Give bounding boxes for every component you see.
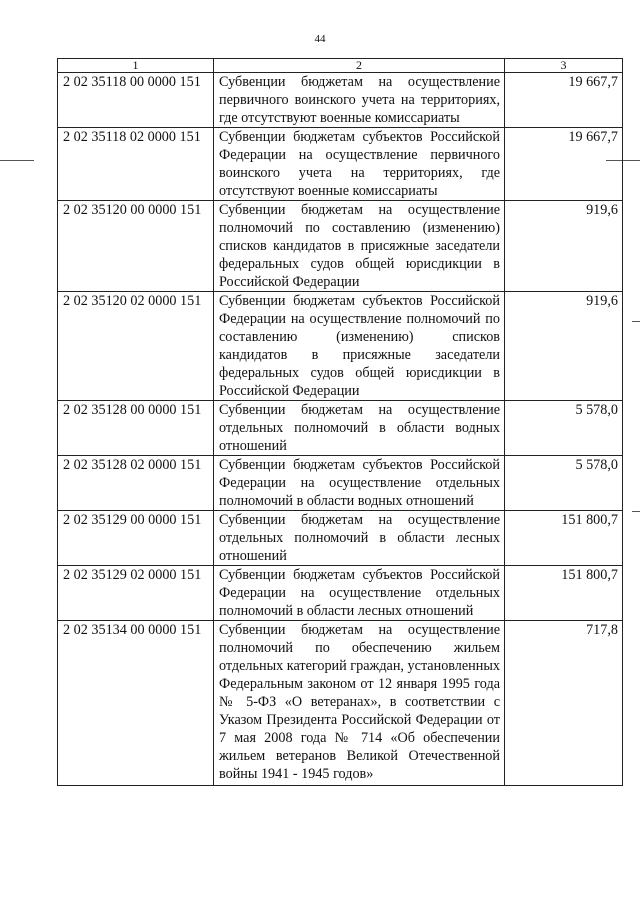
row-code: 2 02 35120 00 0000 151 bbox=[58, 201, 214, 292]
table-row bbox=[58, 401, 623, 456]
table-row bbox=[58, 128, 623, 201]
column-header-amount: 3 bbox=[505, 59, 623, 73]
row-description: Субвенции бюджетам субъектов Российской Федерации на осуществление полномочий по составлению (изменению) списков кандидатов в присяжные заседатели федеральных судов общей юрисдикции в Российской Федерации bbox=[214, 292, 505, 401]
left-margin-mark bbox=[0, 160, 34, 161]
row-description: Субвенции бюджетам на осуществление первичного воинского учета на территориях, где отсутствуют военные комиссариаты bbox=[214, 73, 505, 128]
row-description: Субвенции бюджетам на осуществление отдельных полномочий в области водных отношений bbox=[214, 401, 505, 456]
row-amount: 5 578,0 bbox=[505, 401, 623, 456]
row-amount: 717,8 bbox=[505, 621, 623, 786]
row-description: Субвенции бюджетам на осуществление отдельных полномочий в области лесных отношений bbox=[214, 511, 505, 566]
row-description: Субвенции бюджетам субъектов Российской Федерации на осуществление отдельных полномочий в области водных отношений bbox=[214, 456, 505, 511]
row-amount: 919,6 bbox=[505, 201, 623, 292]
table-row bbox=[58, 292, 623, 401]
row-code: 2 02 35120 02 0000 151 bbox=[58, 292, 214, 401]
right-margin-mark bbox=[632, 511, 640, 512]
row-description: Субвенции бюджетам субъектов Российской Федерации на осуществление первичного воинского учета на территориях, где отсутствуют военные комиссариаты bbox=[214, 128, 505, 201]
right-margin-mark bbox=[632, 321, 640, 322]
table-row bbox=[58, 456, 623, 511]
row-description: Субвенции бюджетам на осуществление полномочий по составлению (изменению) списков кандидатов в присяжные заседатели федеральных судов общей юрисдикции в Российской Федерации bbox=[214, 201, 505, 292]
table-row bbox=[58, 201, 623, 292]
row-code: 2 02 35118 00 0000 151 bbox=[58, 73, 214, 128]
budget-table bbox=[57, 58, 623, 786]
page-number: 44 bbox=[314, 33, 326, 45]
row-amount: 919,6 bbox=[505, 292, 623, 401]
row-code: 2 02 35134 00 0000 151 bbox=[58, 621, 214, 786]
row-amount: 151 800,7 bbox=[505, 566, 623, 621]
row-amount: 19 667,7 bbox=[505, 73, 623, 128]
row-amount: 19 667,7 bbox=[505, 128, 623, 201]
header-row bbox=[58, 59, 623, 73]
row-code: 2 02 35128 00 0000 151 bbox=[58, 401, 214, 456]
row-code: 2 02 35118 02 0000 151 bbox=[58, 128, 214, 201]
row-code: 2 02 35129 02 0000 151 bbox=[58, 566, 214, 621]
row-code: 2 02 35128 02 0000 151 bbox=[58, 456, 214, 511]
column-header-description: 2 bbox=[214, 59, 505, 73]
table-row bbox=[58, 511, 623, 566]
column-header-code: 1 bbox=[58, 59, 214, 73]
row-amount: 5 578,0 bbox=[505, 456, 623, 511]
table-row bbox=[58, 566, 623, 621]
table-row bbox=[58, 73, 623, 128]
row-code: 2 02 35129 00 0000 151 bbox=[58, 511, 214, 566]
row-description: Субвенции бюджетам на осуществление полномочий по обеспечению жильем отдельных категорий граждан, установленных Федеральным законом от 12 января 1995 года № 5-ФЗ «О ветеранах», в соответствии с Указом Президента Российской Федерации от 7 мая 2008 года № 714 «Об обеспечении жильем ветеранов Великой Отечественной войны 1941 - 1945 годов» bbox=[214, 621, 505, 786]
table-row bbox=[58, 621, 623, 786]
row-amount: 151 800,7 bbox=[505, 511, 623, 566]
row-description: Субвенции бюджетам субъектов Российской Федерации на осуществление отдельных полномочий в области лесных отношений bbox=[214, 566, 505, 621]
